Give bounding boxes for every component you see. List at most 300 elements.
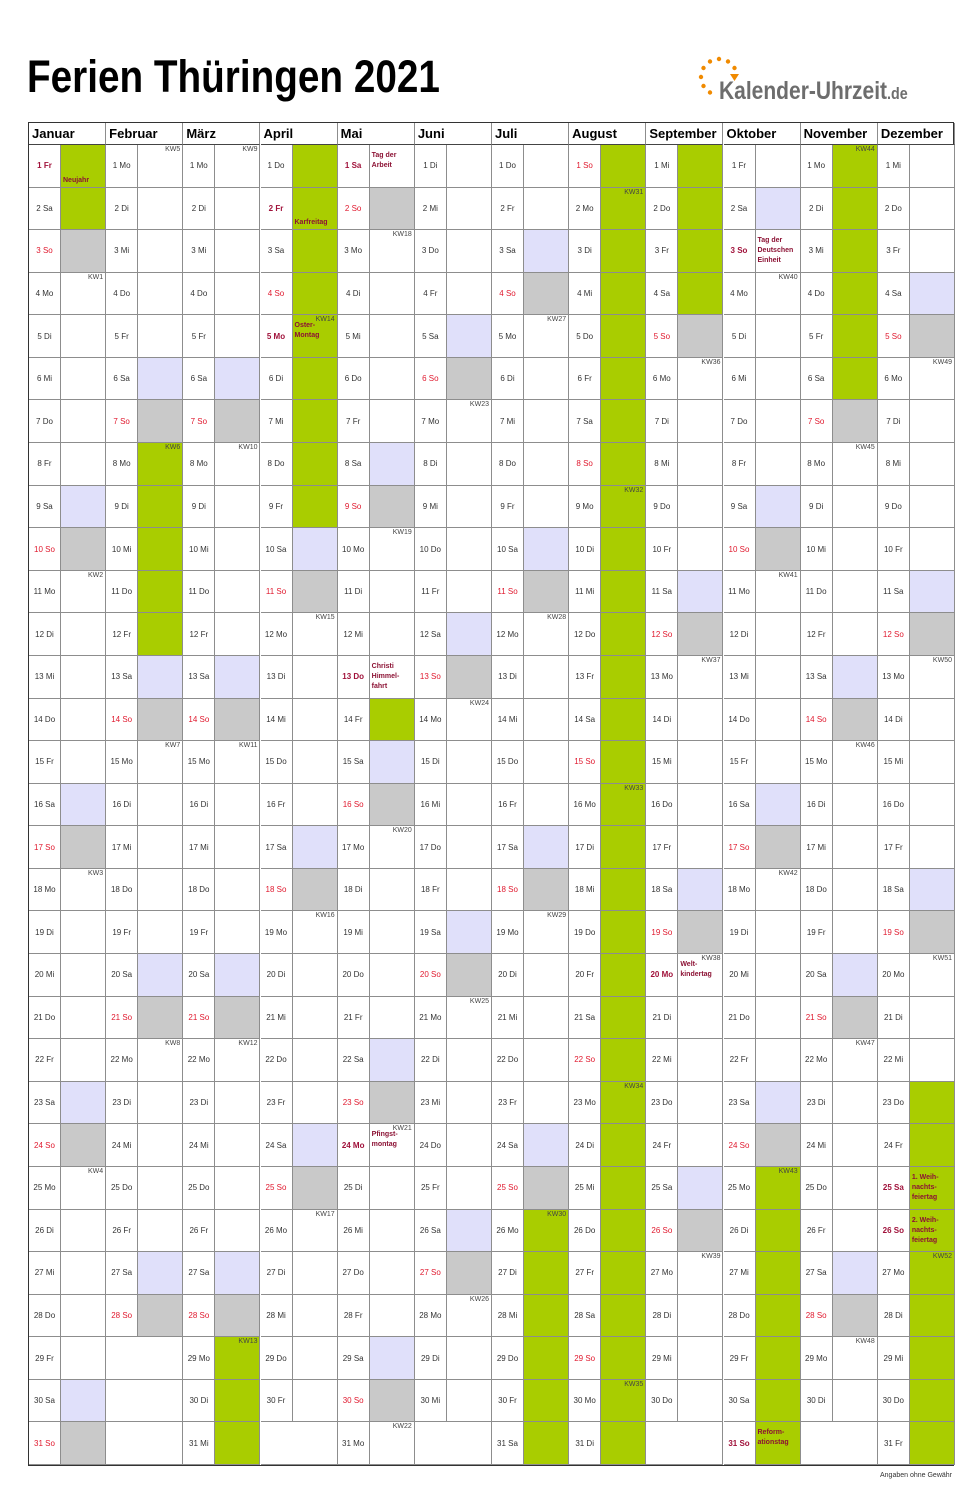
empty-cell [646,1422,723,1465]
day-info [756,315,801,358]
empty-cell [261,1422,338,1465]
day-info [61,400,106,443]
day-label: 10 Do [415,528,447,571]
day-info [756,1337,801,1380]
calendar-week-label: KW28 [547,614,567,622]
day-label: 21 Do [724,997,756,1040]
day-info [910,145,955,188]
calendar-week-label: KW20 [392,827,412,835]
day-label: 20 Di [261,954,293,997]
day-label: 7 So [106,400,138,443]
day-label: 5 Fr [801,315,833,358]
day-info [370,1210,415,1253]
day-label: 12 Mi [338,613,370,656]
day-label: 27 Di [492,1252,524,1295]
day-label: 1 Mi [646,145,678,188]
day-info [833,528,878,571]
day-info [833,358,878,401]
day-info [61,1337,106,1380]
day-info [447,826,492,869]
day-info [293,1039,338,1082]
day-label: 3 So [724,230,756,273]
day-label: 25 Do [106,1167,138,1210]
day-label: 29 So [569,1337,601,1380]
day-label: 26 So [646,1210,678,1253]
day-label: 29 Di [415,1337,447,1380]
day-info [833,1380,878,1423]
day-label: 23 Mi [415,1082,447,1125]
day-info [601,784,646,827]
day-info [601,358,646,401]
day-label: 2 Mi [415,188,447,231]
calendar-week-label: KW26 [469,1295,489,1303]
day-label: 10 Mi [106,528,138,571]
day-info [215,1337,260,1380]
day-label: 14 Do [29,699,61,742]
day-label: 3 Mi [183,230,215,273]
day-info [678,911,723,954]
day-label: 26 Di [29,1210,61,1253]
day-label: 3 Sa [261,230,293,273]
day-label: 24 Sa [492,1124,524,1167]
day-label: 1 Di [415,145,447,188]
day-info [678,1082,723,1125]
day-info [910,699,955,742]
day-label: 16 Sa [724,784,756,827]
day-info [524,1124,569,1167]
day-label: 9 So [338,486,370,529]
day-label: 3 Mi [106,230,138,273]
calendar-week-label: KW16 [315,912,335,920]
day-info [138,315,183,358]
day-info [447,528,492,571]
day-label: 31 Sa [492,1422,524,1465]
day-label: 16 Sa [29,784,61,827]
day-info [678,443,723,486]
day-info [61,1380,106,1423]
day-info [756,826,801,869]
day-label: 8 Mo [183,443,215,486]
day-info [447,1124,492,1167]
calendar-week-label: KW31 [624,188,644,196]
day-info [524,528,569,571]
day-info [293,1167,338,1210]
day-info [215,358,260,401]
day-label: 6 Di [492,358,524,401]
day-label: 4 So [492,273,524,316]
day-info [678,358,723,401]
day-info [678,1252,723,1295]
day-label: 20 Sa [106,954,138,997]
day-label: 30 Fr [492,1380,524,1423]
day-label: 15 Mo [801,741,833,784]
holiday-name: Tag der Arbeit [371,152,397,169]
day-label: 14 Di [646,699,678,742]
month-header-4: April [261,123,338,145]
day-label: 7 Fr [338,400,370,443]
day-label: 27 Sa [106,1252,138,1295]
day-label: 9 Fr [261,486,293,529]
day-info [601,997,646,1040]
calendar-week-label: KW38 [701,955,721,963]
day-label: 24 Do [415,1124,447,1167]
day-info [601,656,646,699]
day-label: 19 So [646,911,678,954]
day-label: 25 Fr [415,1167,447,1210]
day-info [447,997,492,1040]
day-label: 17 Di [569,826,601,869]
day-label: 17 Mi [801,826,833,869]
day-label: 2 Sa [29,188,61,231]
day-label: 11 Sa [646,571,678,614]
day-label: 16 Do [878,784,910,827]
day-label: 17 Fr [646,826,678,869]
day-info [833,145,878,188]
calendar-week-label: KW34 [624,1082,644,1090]
day-label: 22 Mi [646,1039,678,1082]
day-label: 20 Sa [801,954,833,997]
day-info [447,656,492,699]
calendar-week-label: KW3 [87,869,104,877]
day-label: 5 Fr [183,315,215,358]
day-label: 13 So [415,656,447,699]
day-label: 9 Fr [492,486,524,529]
day-label: 12 Di [724,613,756,656]
day-label: 31 Fr [878,1422,910,1465]
day-label: 8 So [569,443,601,486]
day-info [293,486,338,529]
day-info [215,528,260,571]
day-info [524,1210,569,1253]
day-info [138,699,183,742]
day-label: 7 Do [29,400,61,443]
day-info [524,230,569,273]
day-info [524,613,569,656]
day-info [601,741,646,784]
day-info [61,145,106,188]
day-label: 25 Sa [646,1167,678,1210]
day-label: 8 Di [415,443,447,486]
holiday-name: Neujahr [63,176,90,184]
day-info [447,1252,492,1295]
day-info [370,1380,415,1423]
day-info [293,230,338,273]
month-header-1: Januar [29,123,106,145]
day-info [601,145,646,188]
day-info [215,188,260,231]
day-info [601,315,646,358]
day-info [910,911,955,954]
day-label: 7 Mi [492,400,524,443]
day-info [215,230,260,273]
day-info [678,1124,723,1167]
day-label: 18 Sa [878,869,910,912]
calendar-week-label: KW47 [855,1040,875,1048]
calendar-week-label: KW30 [547,1210,567,1218]
day-label: 7 So [183,400,215,443]
day-info [678,1380,723,1423]
day-info [370,1124,415,1167]
day-info [215,571,260,614]
empty-cell [801,1422,878,1465]
day-info [833,1252,878,1295]
day-label: 23 Do [646,1082,678,1125]
day-info [601,869,646,912]
day-info [215,1252,260,1295]
calendar-week-label: KW45 [855,444,875,452]
day-info [524,656,569,699]
day-info [447,699,492,742]
day-info [138,1167,183,1210]
day-label: 14 Mi [261,699,293,742]
day-info [138,571,183,614]
day-info [215,400,260,443]
day-label: 19 Fr [106,911,138,954]
holiday-name: Christi Himmel- fahrt [371,662,400,690]
day-label: 26 Mo [261,1210,293,1253]
day-info [138,1082,183,1125]
day-label: 27 Sa [183,1252,215,1295]
day-info [293,869,338,912]
day-label: 2 Mo [569,188,601,231]
day-info [61,1210,106,1253]
day-label: 9 Do [646,486,678,529]
day-label: 14 So [801,699,833,742]
month-header-8: August [569,123,646,145]
day-label: 24 Fr [878,1124,910,1167]
day-info [370,528,415,571]
day-label: 18 Do [106,869,138,912]
day-info [447,741,492,784]
day-label: 28 Sa [569,1295,601,1338]
day-info [370,954,415,997]
day-info [215,826,260,869]
day-info [833,1082,878,1125]
day-info [678,1039,723,1082]
day-info [138,1124,183,1167]
day-label: 4 So [261,273,293,316]
day-info [601,443,646,486]
day-label: 10 Sa [492,528,524,571]
day-label: 8 Sa [338,443,370,486]
day-info [61,1252,106,1295]
day-info [601,699,646,742]
day-label: 20 So [415,954,447,997]
day-label: 28 So [106,1295,138,1338]
day-info [524,741,569,784]
day-label: 6 Di [261,358,293,401]
day-info [293,528,338,571]
day-info [756,997,801,1040]
day-label: 28 Do [724,1295,756,1338]
day-info [524,1082,569,1125]
day-info [601,1167,646,1210]
day-info [61,954,106,997]
holiday-name: 1. Weih- nachts- feiertag [911,1173,939,1201]
day-info [756,1210,801,1253]
day-info [833,1039,878,1082]
day-label: 5 So [646,315,678,358]
day-info [138,1039,183,1082]
day-info [678,741,723,784]
day-label: 5 Di [29,315,61,358]
day-label: 9 Do [878,486,910,529]
day-info [910,273,955,316]
day-label: 19 Di [29,911,61,954]
day-label: 31 So [29,1422,61,1465]
day-label: 21 So [106,997,138,1040]
month-header-3: März [183,123,260,145]
calendar-week-label: KW18 [392,231,412,239]
day-label: 15 So [569,741,601,784]
day-label: 5 Sa [415,315,447,358]
day-info [138,486,183,529]
day-info [833,486,878,529]
day-label: 28 Fr [338,1295,370,1338]
day-info [833,741,878,784]
day-label: 2 Do [646,188,678,231]
day-info [370,869,415,912]
day-label: 13 Mo [878,656,910,699]
day-label: 11 Di [338,571,370,614]
day-info [601,1295,646,1338]
day-label: 26 Mi [338,1210,370,1253]
day-info [910,188,955,231]
day-label: 26 Mo [492,1210,524,1253]
day-label: 24 Fr [646,1124,678,1167]
day-label: 6 Mi [724,358,756,401]
day-info [215,315,260,358]
calendar-week-label: KW21 [392,1125,412,1133]
day-info [756,869,801,912]
day-info [678,486,723,529]
day-label: 5 So [878,315,910,358]
day-label: 25 So [492,1167,524,1210]
day-label: 22 Sa [338,1039,370,1082]
day-info [601,1039,646,1082]
day-info [833,826,878,869]
day-label: 30 Mo [569,1380,601,1423]
calendar-week-label: KW37 [701,656,721,664]
day-info [678,1295,723,1338]
day-label: 4 Do [106,273,138,316]
day-info [601,1422,646,1465]
day-label: 12 Fr [106,613,138,656]
day-label: 13 Do [338,656,370,699]
day-label: 24 Mi [183,1124,215,1167]
empty-cell [106,1380,183,1423]
day-info [678,1210,723,1253]
day-label: 15 Do [261,741,293,784]
day-info [215,443,260,486]
day-info [370,358,415,401]
day-info [293,1210,338,1253]
day-label: 10 Fr [646,528,678,571]
day-info [138,443,183,486]
day-info [370,1337,415,1380]
day-info [215,1124,260,1167]
day-info [756,784,801,827]
day-label: 23 Sa [724,1082,756,1125]
day-info [833,571,878,614]
day-info [61,486,106,529]
day-label: 17 So [29,826,61,869]
calendar-week-label: KW44 [855,146,875,153]
day-info [293,1380,338,1423]
day-info [293,443,338,486]
day-label: 16 Di [106,784,138,827]
day-label: 13 Sa [106,656,138,699]
day-info [447,784,492,827]
day-label: 25 Do [183,1167,215,1210]
day-label: 21 Mo [415,997,447,1040]
day-label: 25 Do [801,1167,833,1210]
day-label: 5 Fr [106,315,138,358]
day-label: 30 Do [878,1380,910,1423]
day-label: 31 Mi [183,1422,215,1465]
day-info [370,784,415,827]
day-info [215,741,260,784]
day-info [678,1337,723,1380]
day-label: 3 Di [569,230,601,273]
day-info [293,400,338,443]
day-info [447,400,492,443]
day-label: 9 Di [801,486,833,529]
day-info [215,1210,260,1253]
day-info [910,1295,955,1338]
day-info [138,784,183,827]
day-info [833,230,878,273]
day-label: 12 Mo [492,613,524,656]
day-info [678,954,723,997]
day-info [215,1082,260,1125]
calendar-week-label: KW39 [701,1253,721,1261]
day-info [138,145,183,188]
day-label: 16 Mo [569,784,601,827]
day-info [601,528,646,571]
day-label: 22 Fr [724,1039,756,1082]
day-info [61,571,106,614]
day-info [447,1295,492,1338]
day-info [601,613,646,656]
day-label: 7 So [801,400,833,443]
day-info [678,869,723,912]
day-info [138,954,183,997]
day-label: 27 Mo [646,1252,678,1295]
day-info [293,656,338,699]
day-label: 6 Fr [569,358,601,401]
day-label: 3 Do [415,230,447,273]
day-label: 27 So [415,1252,447,1295]
day-info [61,784,106,827]
day-info [910,1422,955,1465]
day-label: 8 Fr [29,443,61,486]
day-info [910,1082,955,1125]
day-label: 3 So [29,230,61,273]
day-info [138,911,183,954]
day-label: 5 Di [724,315,756,358]
day-label: 15 Sa [338,741,370,784]
day-label: 11 Sa [878,571,910,614]
day-label: 17 Mo [338,826,370,869]
day-label: 21 Di [878,997,910,1040]
month-header-10: Oktober [724,123,801,145]
calendar-week-label: KW4 [87,1167,104,1175]
day-label: 10 So [29,528,61,571]
day-info [833,1295,878,1338]
day-info [370,145,415,188]
day-label: 21 Mi [261,997,293,1040]
